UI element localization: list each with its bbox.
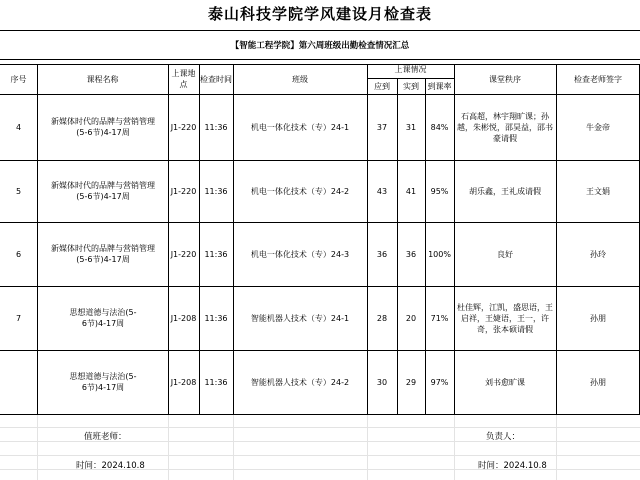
row-3-expected: 36 [376,249,388,259]
header-order: 课堂秩序 [489,74,521,84]
row-3-location: J1-220 [170,249,197,259]
row-1-class: 机电一体化技术（专）24-1 [250,122,350,132]
table-border [454,64,455,414]
row-2-actual: 41 [405,186,417,196]
row-2-course: 新媒体时代的品牌与营销管理(5-6节)4-17周 [51,181,155,201]
row-4-seq: 7 [15,313,22,323]
row-2-rate: 95% [430,186,449,196]
row-4-actual: 20 [405,313,417,323]
table-border [37,64,38,414]
header-rate: 到课率 [427,81,452,91]
header-attendance-group: 上课情况 [394,65,427,74]
row-4-expected: 28 [376,313,388,323]
row-4-time: 11:36 [204,313,228,323]
responsible-label: 负责人： [486,432,521,442]
row-5-teacher: 孙朋 [590,377,606,387]
row-1-actual: 31 [405,122,417,132]
row-4-order: 杜佳辉，江凯，盛思语，王启祥，王婕语，王一，许奇，张本硕请假 [457,302,553,334]
row-3-course: 新媒体时代的品牌与营销管理(5-6节)4-17周 [51,244,155,264]
row-5-actual: 29 [405,377,417,387]
row-3-time: 11:36 [204,249,228,259]
row-3-order: 良好 [497,249,513,259]
header-class: 班级 [292,74,308,84]
table-border [0,160,640,161]
row-1-order: 石高超，林宇翔旷课；孙越，朱彬悦，邵昊益，邵书豪请假 [457,111,553,143]
table-border [0,286,640,287]
header-expected: 应到 [374,81,390,91]
table-border [0,94,640,95]
table-border [367,64,368,414]
table-border [556,64,557,414]
header-location: 上课地点 [171,69,196,89]
row-2-expected: 43 [376,186,388,196]
row-5-time: 11:36 [204,377,228,387]
row-3-actual: 36 [405,249,417,259]
row-1-time: 11:36 [204,122,228,132]
header-actual: 实到 [403,81,419,91]
footer-gridline [556,414,557,480]
table-border [0,414,640,415]
table-border [367,78,454,79]
footer-gridline [367,414,368,480]
header-course: 课程名称 [86,74,119,84]
row-5-location: J1-208 [170,377,197,387]
row-4-teacher: 孙朋 [590,313,606,323]
row-2-seq: 5 [15,186,22,196]
row-5-seq [0,350,37,414]
table-border [199,64,200,414]
date-right: 时间：2024.10.8 [478,461,547,471]
row-5-class: 智能机器人技术（专）24-2 [250,377,350,387]
row-4-rate: 71% [430,313,449,323]
row-3-seq: 6 [15,249,22,259]
footer-gridline [0,455,640,456]
row-1-location: J1-220 [170,122,197,132]
row-2-teacher: 王文娟 [586,186,610,196]
date-left: 时间：2024.10.8 [76,461,145,471]
footer-gridline [168,414,169,480]
table-border [397,78,398,414]
footer-gridline [454,414,455,480]
row-2-location: J1-220 [170,186,197,196]
header-teacher: 检查老师签字 [574,74,622,84]
table-border [0,64,640,65]
row-3-class: 机电一体化技术（专）24-3 [250,249,350,259]
table-border [233,64,234,414]
page-title: 泰山科技学院学风建设月检查表 [207,5,432,23]
table-border [425,78,426,414]
row-4-course: 思想道德与法治(5-6节)4-17周 [69,308,137,328]
row-5-rate: 97% [430,377,449,387]
row-4-class: 智能机器人技术（专）24-1 [250,313,350,323]
table-border [168,64,169,414]
row-3-rate: 100% [428,249,451,259]
footer-gridline [0,427,640,428]
row-2-class: 机电一体化技术（专）24-2 [250,186,350,196]
row-5-course: 思想道德与法治(5-6节)4-17周 [69,372,137,392]
table-border [0,350,640,351]
row-1-expected: 37 [376,122,388,132]
header-seq: 序号 [10,74,27,84]
table-border [0,222,640,223]
row-1-teacher: 牛金帝 [586,122,610,132]
row-1-seq: 4 [15,122,22,132]
duty-teacher-label: 值班老师： [84,432,127,442]
row-2-time: 11:36 [204,186,228,196]
footer-gridline [37,414,38,480]
row-2-order: 胡乐鑫，王礼成请假 [469,186,541,196]
table-subtitle: 【智能工程学院】第六周班级出勤检查情况汇总 [0,30,640,60]
row-5-order: 刘书愈旷课 [485,377,525,387]
footer-gridline [233,414,234,480]
row-3-teacher: 孙玲 [590,249,606,259]
row-4-location: J1-208 [170,313,197,323]
row-5-expected: 30 [376,377,388,387]
header-check-time: 检查时间 [200,74,232,84]
row-1-rate: 84% [430,122,449,132]
row-1-course: 新媒体时代的品牌与营销管理(5-6节)4-17周 [51,117,155,137]
